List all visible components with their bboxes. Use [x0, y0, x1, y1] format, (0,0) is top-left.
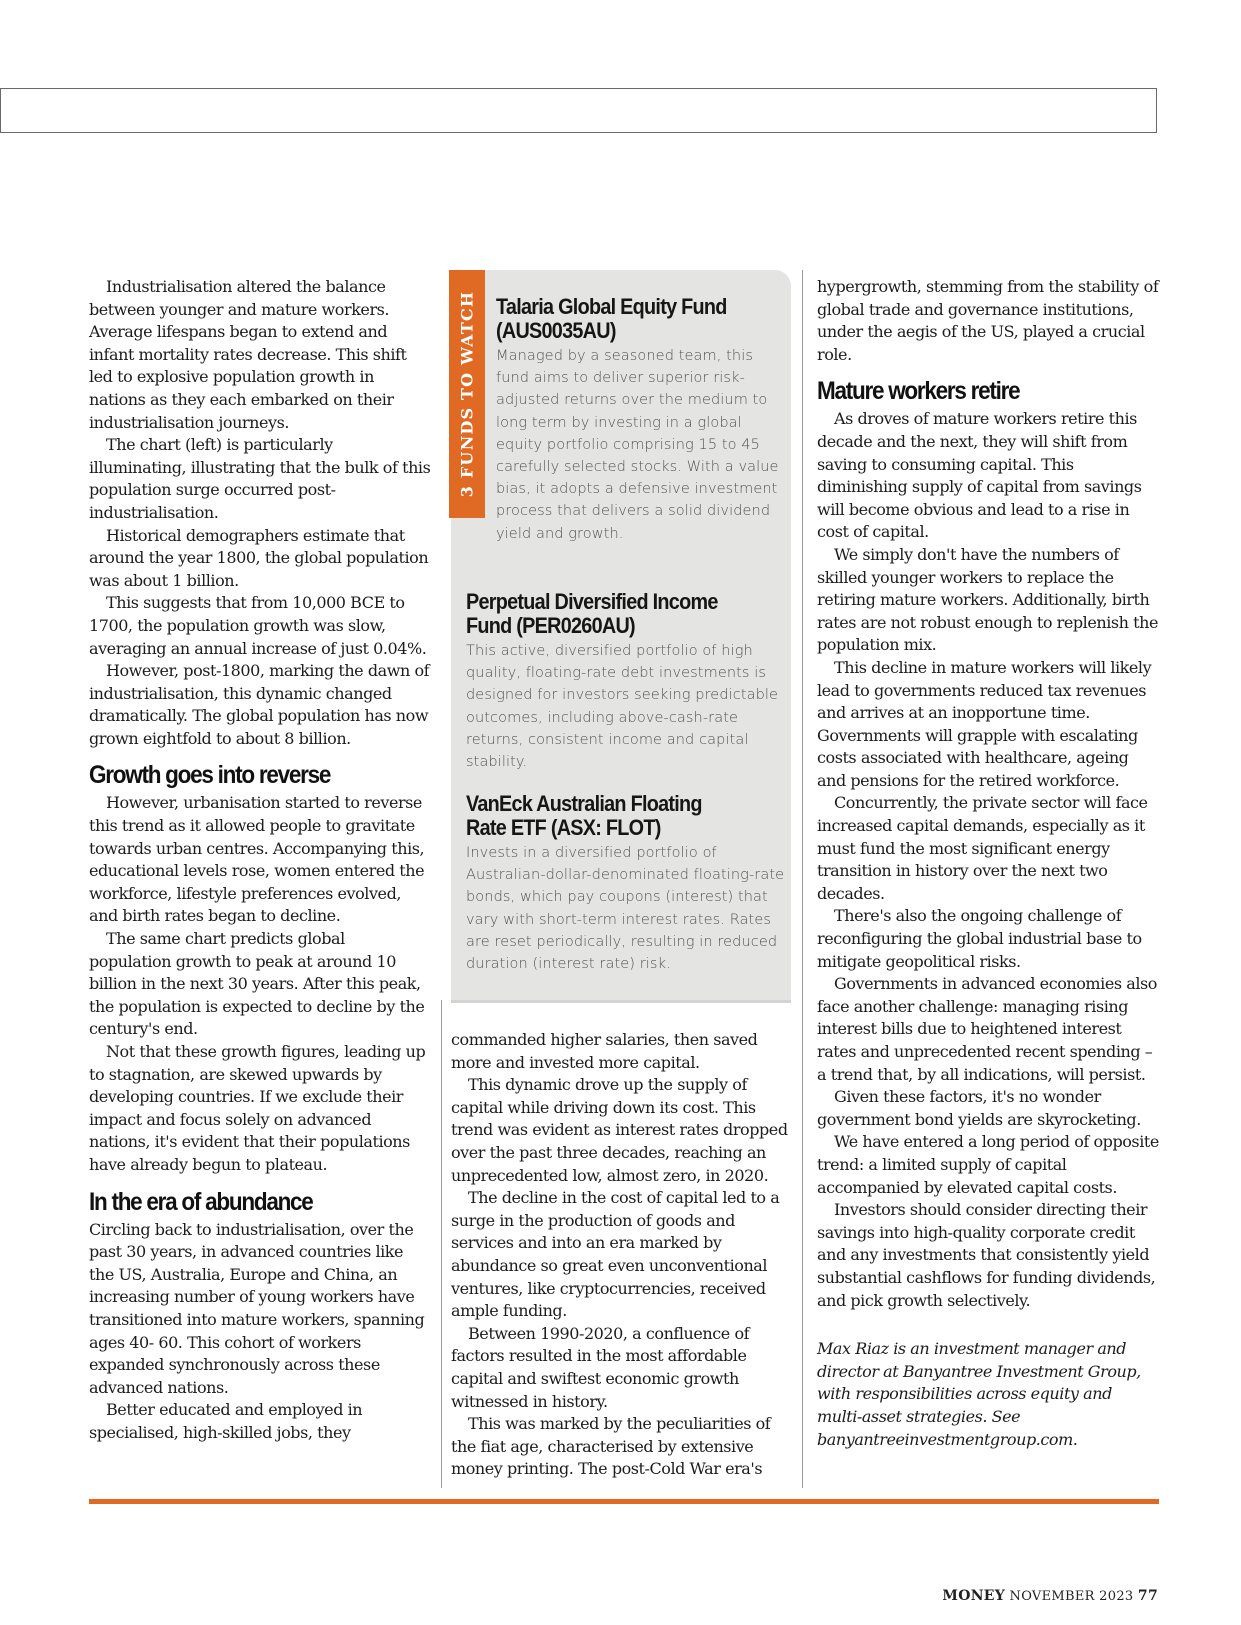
body-paragraph: However, post-1800, marking the dawn of industrialisation, this dynamic changed dramatically. The global population has now grown eightfold to about 8 billion.	[89, 661, 430, 748]
body-paragraph: There's also the ongoing challenge of reconfiguring the global industrial base to mitigate geopolitical risks.	[817, 906, 1142, 971]
page-footer	[942, 1588, 1158, 1604]
fund-name	[496, 295, 753, 343]
body-paragraph: As droves of mature workers retire this decade and the next, they will shift from saving to consuming capital. This diminishing supply of capital from savings will become obvious and lead to a rise in cost of capital.	[817, 409, 1142, 542]
fund-description: Managed by a seasoned team, this fund aims to deliver superior risk-adjusted returns over the medium to long term by investing in a global equity portfolio comprising 15 to 45 carefully selected stocks. With a value bias, it adopts a defensive investment process that delivers a solid dividend yield and growth.	[496, 348, 779, 542]
footer-accent-rule	[89, 1499, 1159, 1504]
subheading-era-abundance: In the era of abundance	[89, 1187, 313, 1216]
issue-date: NOVEMBER 2023	[1009, 1589, 1134, 1604]
body-paragraph: Given these factors, it's no wonder government bond yields are skyrocketing.	[817, 1087, 1141, 1129]
column-divider	[802, 270, 803, 1488]
fund-item	[496, 295, 781, 545]
body-paragraph: However, urbanisation started to reverse this trend as it allowed people to gravitate towards urban centres. Accompanying this, educational levels rose, women entered the workforce, lifestyle preferences evolved, and birth rates began to decline.	[89, 793, 425, 926]
body-paragraph: The chart (left) is particularly illuminating, illustrating that the bulk of this population surge occurred post-industrialisation.	[89, 435, 431, 522]
author-byline: Max Riaz is an investment manager and director at Banyantree Investment Group, with responsibilities across equity and multi-asset strategies. See banyantreeinvestmentgroup.com.	[817, 1339, 1141, 1449]
body-paragraph: Concurrently, the private sector will face increased capital demands, especially as it must fund the most significant energy transition in history over the next two decades.	[817, 793, 1148, 903]
fund-name	[466, 792, 754, 840]
fund-name	[466, 590, 754, 638]
body-paragraph: This was marked by the peculiarities of the fiat age, characterised by extensive money printing. The post-Cold War era's	[451, 1414, 771, 1479]
body-paragraph: Governments in advanced economies also face another challenge: managing rising interest bills due to heightened interest rates and unprecedented recent spending – a trend that, by all indications, will persist.	[817, 974, 1157, 1084]
fund-description: Invests in a diversified portfolio of Australian-dollar-denominated floating-rate bonds, which pay coupons (interest) that vary with short-term interest rates. Rates are reset periodically, resulting in reduced duration (interest rate) risk.	[466, 845, 785, 973]
subheading-mature-workers: Mature workers retire	[817, 377, 1020, 406]
fund-code-line: (AUS0035AU)	[496, 318, 616, 343]
body-paragraph: Industrialisation altered the balance between younger and mature workers. Average lifespans began to extend and infant mortality rates decrease. This shift led to explosive population growth in nations as they each embarked on their industrialisation journeys.	[89, 277, 407, 432]
article-column-1	[89, 276, 431, 1445]
fund-name-line: VanEck Australian Floating	[466, 791, 702, 816]
column-divider	[441, 1000, 442, 1488]
body-paragraph: hypergrowth, stemming from the stability of global trade and governance institutions, under the aegis of the US, played a crucial role.	[817, 277, 1159, 364]
fund-name-line: Perpetual Diversified Income	[466, 589, 718, 614]
body-paragraph: The same chart predicts global population growth to peak at around 10 billion in the next 30 years. After this peak, the population is expected to decline by the century's end.	[89, 929, 425, 1039]
body-paragraph: This decline in mature workers will likely lead to governments reduced tax revenues and arrives at an inopportune time. Governments will grapple with escalating costs associated with healthcare, ageing and pensions for the retired workforce.	[817, 657, 1152, 790]
sidebar-tab	[449, 270, 485, 518]
body-paragraph: Investors should consider directing their savings into high-quality corporate credit and any investments that consistently yield substantial cashflows for funding dividends, and pick growth selectively.	[817, 1200, 1156, 1310]
sidebar-tab-label: 3 FUNDS TO WATCH	[457, 290, 477, 498]
body-paragraph: Not that these growth figures, leading up to stagnation, are skewed upwards by developing countries. If we exclude their impact and focus solely on advanced nations, it's evident that their populations have already begun to plateau.	[89, 1042, 426, 1174]
body-paragraph: We simply don't have the numbers of skilled younger workers to replace the retiring mature workers. Additionally, birth rates are not robust enough to replenish the population mix.	[817, 544, 1158, 655]
body-paragraph: Circling back to industrialisation, over the past 30 years, in advanced countries like the US, Australia, Europe and China, an increasing number of young workers have transitioned into mature workers, spanning ages 40- 60. This cohort of workers expanded synchronously across these advanced nations.	[89, 1219, 425, 1397]
fund-code-line: Rate ETF (ASX: FLOT)	[466, 815, 661, 840]
article-column-2	[451, 1029, 791, 1481]
fund-code-line: Fund (PER0260AU)	[466, 613, 635, 638]
body-paragraph: Better educated and employed in specialised, high-skilled jobs, they	[89, 1400, 363, 1442]
body-paragraph: This dynamic drove up the supply of capital while driving down its cost. This trend was evident as interest rates dropped over the past three decades, reaching an unprecedented low, almost zero, in 2020.	[451, 1075, 788, 1185]
body-paragraph: Between 1990-2020, a confluence of factors resulted in the most affordable capital and swiftest economic growth witnessed in history.	[451, 1323, 750, 1411]
body-paragraph: This suggests that from 10,000 BCE to 1700, the population growth was slow, averaging an annual increase of just 0.04%.	[89, 593, 427, 658]
header-frame	[0, 88, 1157, 133]
body-paragraph: Historical demographers estimate that around the year 1800, the global population was about 1 billion.	[89, 525, 429, 590]
body-paragraph: The decline in the cost of capital led to a surge in the production of goods and services and into an era marked by abundance so great even unconventional ventures, like cryptocurrencies, received ample funding.	[451, 1188, 780, 1321]
fund-name-line: Talaria Global Equity Fund	[496, 294, 727, 319]
fund-description: This active, diversified portfolio of high quality, floating-rate debt investments is designed for investors seeking predictable outcomes, including above-cash-rate returns, consistent income and capital stability.	[466, 643, 779, 771]
magazine-name: MONEY	[942, 1588, 1006, 1604]
body-paragraph: commanded higher salaries, then saved more and invested more capital.	[451, 1030, 758, 1072]
fund-item	[466, 792, 786, 975]
page-number: 77	[1137, 1588, 1158, 1604]
subheading-growth-reverse: Growth goes into reverse	[89, 761, 331, 790]
body-paragraph: We have entered a long period of opposite trend: a limited supply of capital accompanied by elevated capital costs.	[817, 1132, 1159, 1197]
article-column-3	[817, 276, 1159, 1451]
fund-item	[466, 590, 786, 773]
